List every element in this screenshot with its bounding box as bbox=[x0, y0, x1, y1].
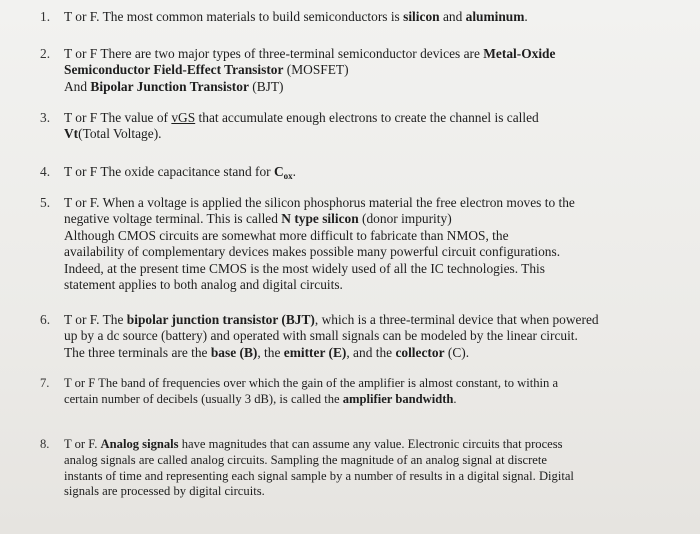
question-text: T or F. When a voltage is applied the silicon phosphorus material the free electron moves to the negative voltage terminal. This is called N type silicon (donor impurity) Although CMOS circuits are somewhat more difficult to fabricate than NMOS, the availability of complementary devices makes possible many powerful circuit configurations. Indeed, at the present time CMOS is the most widely used of all the IC technologies. This statement applies to both analog and digital circuits. bbox=[64, 195, 575, 293]
question-number: 8. bbox=[40, 437, 50, 451]
question-text: T or F There are two major types of three-terminal semiconductor devices are Metal-Oxide Semiconductor Field-Effect Transistor (MOSFET) And Bipolar Junction Transistor (BJT) bbox=[64, 46, 556, 94]
question-text: T or F The oxide capacitance stand for $C_{ox}$. bbox=[64, 164, 296, 181]
vgs-symbol: vGS bbox=[171, 110, 196, 125]
question-1 bbox=[40, 9, 660, 25]
question-4 bbox=[40, 164, 660, 184]
question-text: T or F. The most common materials to build semiconductors is silicon and aluminum. bbox=[64, 9, 528, 24]
question-7 bbox=[40, 376, 660, 408]
question-text: T or F The band of frequencies over which the gain of the amplifier is almost constant, to within a certain number of decibels (usually 3 dB), is called the amplifier bandwidth. bbox=[64, 376, 559, 406]
question-text: T or F The value of vGS that accumulate enough electrons to create the channel is called Vt(Total Voltage). bbox=[64, 110, 539, 142]
question-8 bbox=[40, 437, 660, 500]
question-6 bbox=[40, 312, 660, 361]
question-number: 6. bbox=[40, 312, 51, 327]
question-number: 1. bbox=[40, 9, 51, 24]
question-3 bbox=[40, 110, 660, 143]
question-number: 5. bbox=[40, 195, 51, 210]
question-number: 7. bbox=[40, 376, 50, 390]
question-number: 3. bbox=[40, 110, 51, 125]
vt-symbol: Vt bbox=[64, 126, 79, 142]
question-number: 2. bbox=[40, 46, 51, 61]
question-2 bbox=[40, 46, 660, 95]
cox-symbol: C bbox=[273, 164, 284, 179]
question-5 bbox=[40, 195, 660, 293]
question-text: T or F. Analog signals have magnitudes that can assume any value. Electronic circuits that process analog signals are called analog circuits. Sampling the magnitude of an analog signal at discrete instants of time and representing each signal sample by a number of results in a digital signal. Digital signals are processed by digital circuits. bbox=[64, 437, 574, 499]
question-number: 4. bbox=[40, 164, 51, 179]
question-text: T or F. The bipolar junction transistor (BJT), which is a three-terminal device that when powered up by a dc source (battery) and operated with small signals can be modeled by the linear circuit. The three terminals are the base (B), the emitter (E), and the collector (C). bbox=[64, 312, 599, 360]
